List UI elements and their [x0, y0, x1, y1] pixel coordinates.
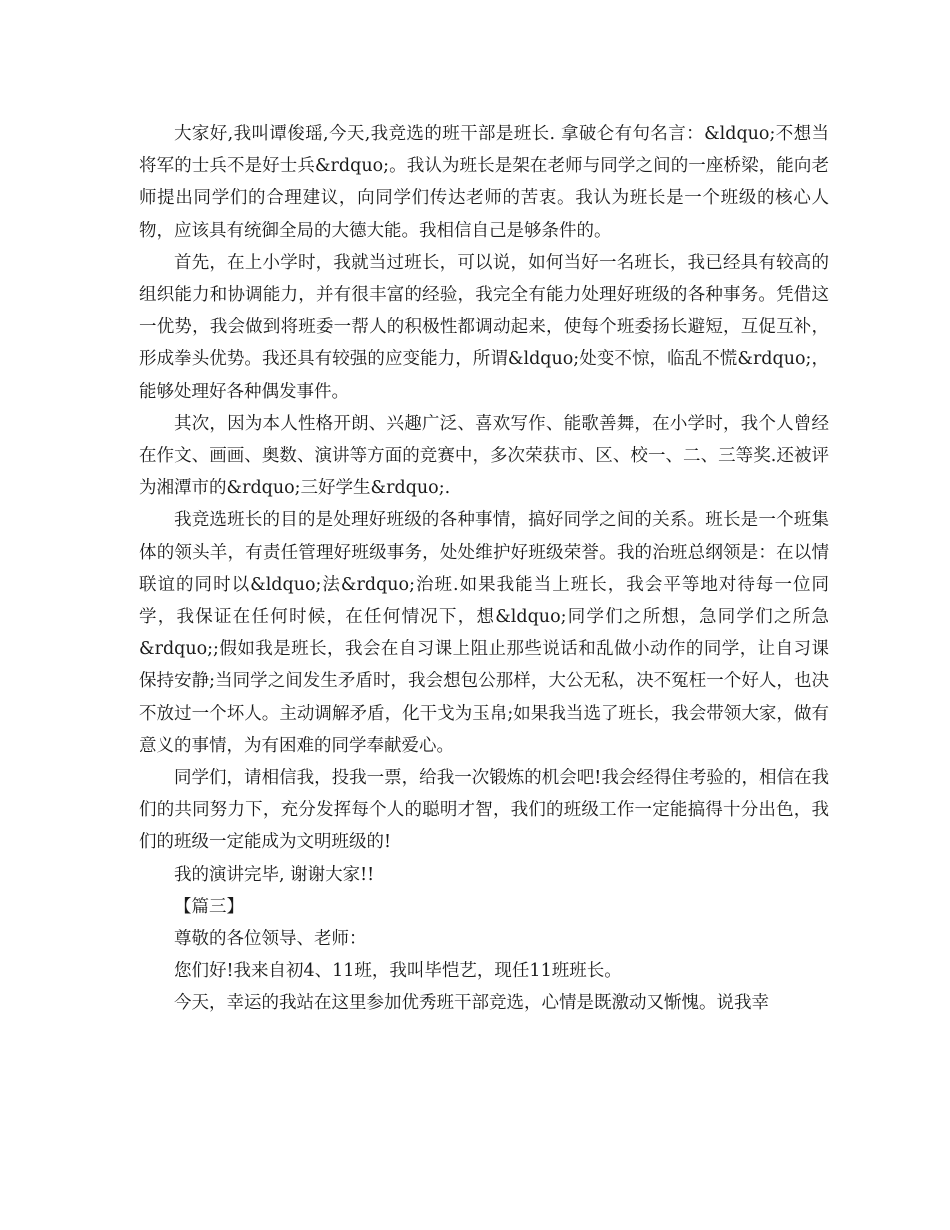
paragraph-2: 首先，在上小学时，我就当过班长，可以说，如何当好一名班长，我已经具有较高的组织能力和协调能力，并有很丰富的经验，我完全有能力处理好班级的各种事务。凭借这一优势，我会做到将班委一帮人的积极性都调动起来，使每个班委扬长避短，互促互补，形成拳头优势。我还具有较强的应变能力，所谓&ldquo;处变不惊，临乱不慌&rdquo;，能够处理好各种偶发事件。	[139, 252, 829, 402]
paragraph-6: 我的演讲完毕, 谢谢大家!!	[174, 864, 375, 885]
paragraph-5: 同学们，请相信我，投我一票，给我一次锻炼的机会吧!我会经得住考验的，相信在我们的共同努力下，充分发挥每个人的聪明才智，我们的班级工作一定能搞得十分出色，我们的班级一定能成为文明班级的!	[139, 768, 829, 853]
document-body	[139, 118, 829, 1020]
paragraph-7: 您们好!我来自初4、11班，我叫毕恺艺，现任11班班长。	[174, 961, 622, 982]
paragraph-1: 大家好,我叫谭俊瑶,今天,我竞选的班干部是班长. 拿破仑有句名言：&ldquo;不想当将军的士兵不是好士兵&rdquo;。我认为班长是架在老师与同学之间的一座桥梁，能向老师提出同学们的合理建议，向同学们传达老师的苦衷。我认为班长是一个班级的核心人物，应该具有统御全局的大德大能。我相信自己是够条件的。	[139, 124, 829, 241]
paragraph-4: 我竞选班长的目的是处理好班级的各种事情，搞好同学之间的关系。班长是一个班集体的领头羊，有责任管理好班级事务，处处维护好班级荣誉。我的治班总纲领是：在以情联谊的同时以&ldquo;法&rdquo;治班.如果我能当上班长，我会平等地对待每一位同学，我保证在任何时候，在任何情况下，想&ldquo;同学们之所想，急同学们之所急&rdquo;;假如我是班长，我会在自习课上阻止那些说话和乱做小动作的同学，让自习课保持安静;当同学之间发生矛盾时，我会想包公那样，大公无私，决不冤枉一个好人，也决不放过一个坏人。主动调解矛盾，化干戈为玉帛;如果我当选了班长，我会带领大家，做有意义的事情，为有困难的同学奉献爱心。	[139, 510, 829, 756]
section-heading: 【篇三】	[174, 896, 244, 917]
paragraph-8: 今天，幸运的我站在这里参加优秀班干部竞选，心情是既激动又惭愧。说我幸	[174, 993, 769, 1014]
paragraph-3: 其次，因为本人性格开朗、兴趣广泛、喜欢写作、能歌善舞，在小学时，我个人曾经在作文、画画、奥数、演讲等方面的竞赛中，多次荣获市、区、校一、二、三等奖.还被评为湘潭市的&rdquo;三好学生&rdquo;.	[139, 413, 829, 499]
salutation: 尊敬的各位领导、老师：	[174, 929, 367, 950]
